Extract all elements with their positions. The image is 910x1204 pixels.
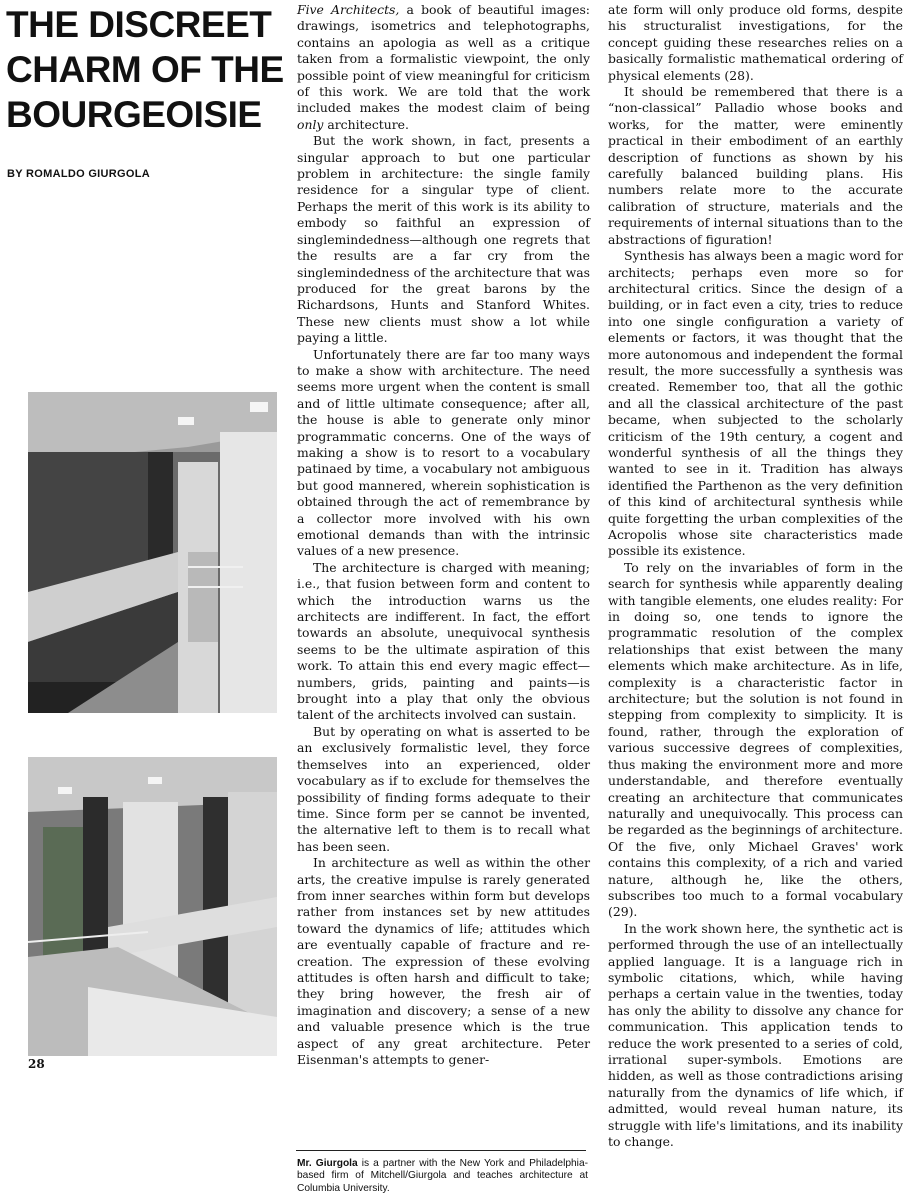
title-line-3: BOURGEOISIE <box>6 94 262 135</box>
interior-photo-2 <box>28 757 277 1056</box>
paragraph: To rely on the invariables of form in the search for synthesis while apparently dealing with tangible elements, one eludes reality: For in doing so, one tends to ignore the programmatic resolution of the complex relationships that exist between the many elements which make architecture. As in life, complexity is a characteristic factor in architecture; but the solution is not found in stepping from complexity to simplicity. It is found, rather, through the exploration of various successive degrees of complexities, thus making the environment more and more understandable, and therefore eventually creating an architecture that communicates naturally and unequivocally. This process can be regarded as the beginnings of architecture. Of the five, only Michael Graves' work contains this complexity, of a rich and varied nature, although he, like the others, subscribes too much to a formal vocabulary (29). <box>608 559 903 920</box>
paragraph: In the work shown here, the synthetic act is performed through the use of an intellectually applied language. It is a language rich in symbolic citations, which, while having perhaps a certain value in the twenties, today has only the ability to dissolve any chance for communication. This application tends to reduce the work presented to a series of cold, irrational super-symbols. Emotions are hidden, as well as those contradictions arising naturally from the dynamics of life which, if admitted, would reveal human nature, its struggle with life's limitations, and its inability to change. <box>608 920 903 1150</box>
paragraph: Synthesis has always been a magic word for architects; perhaps even more so for architectural critics. Since the design of a building, or in fact even a city, tries to reduce into one single configuration a variety of elements or factors, it was thought that the more autonomous and independent the formal result, the more successfully a synthesis was created. Remember too, that all the gothic and all the classical architecture of the past became, when subjected to the scholarly criticism of the 19th century, a cogent and wonderful synthesis of all the things they wanted to see in it. Tradition has always identified the Parthenon as the very definition of this kind of architectural synthesis while quite forgetting the urban complexities of the Acropolis whose site characteristics made possible its existence. <box>608 248 903 559</box>
footnote-divider <box>296 1150 586 1151</box>
page-number: 28 <box>28 1057 45 1071</box>
author-name: Mr. Giurgola <box>297 1158 358 1169</box>
paragraph: But the work shown, in fact, presents a singular approach to but one particular problem in architecture: the single family residence for a singular type of client. Perhaps the merit of this work is its ability to embody so faithful an expression of singlemindedness—although one regrets that the results are a far cry from the singlemindedness of the architecture that was produced for the great barons by the Richardsons, Hunts and Stanford Whites. These new clients must show a lot while paying a little. <box>297 133 590 346</box>
paragraph: In architecture as well as within the other arts, the creative impulse is rarely generated from inner searches within form but develops rather from instances set by new attitudes toward the dynamics of life; attitudes which are eventually capable of fracture and re-creation. The expression of these evolving attitudes is often harsh and difficult to take; they bring however, the fresh air of imagination and discovery; a sense of a new and valuable presence which is the true aspect of any great architecture. Peter Eisenman's attempts to gener- <box>297 855 590 1067</box>
byline: BY ROMALDO GIURGOLA <box>7 168 150 180</box>
paragraph: ate form will only produce old forms, despite his structuralist investigations, for the concept guiding these researches relies on a basically formalistic mathematical ordering of physical elements (28). <box>608 2 903 83</box>
title-line-1: THE DISCREET <box>6 4 272 45</box>
text-column-2 <box>297 2 590 1068</box>
article-title <box>6 2 284 137</box>
paragraph: The architecture is charged with meaning; i.e., that fusion between form and content to which the introduction warns us the architects are indifferent. In fact, the effort towards an absolute, unequivocal synthesis seems to be the ultimate aspiration of this work. To attain this end every magic effect—numbers, grids, painting and paints—is brought into a play that only the obvious talent of the architects involved can sustain. <box>297 559 590 723</box>
interior-photo-1 <box>28 392 277 713</box>
paragraph: Five Architects, a book of beautiful images: drawings, isometrics and telephotographs, contains an apologia as well as a critique taken from a formalistic viewpoint, the only possible point of view meaningful for criticism of this work. We are told that the work included makes the modest claim of being only architecture. <box>297 2 590 132</box>
paragraph: Unfortunately there are far too many ways to make a show with architecture. The need seems more urgent when the content is small and of little ultimate consequence; after all, the house is able to generate only minor programmatic concerns. One of the ways of making a show is to resort to a vocabulary patinaed by time, a vocabulary not ambiguous but good mannered, wherein sophistication is obtained through the act of remembrance by a collector more involved with his own emotional demands than with the intrinsic values of a new presence. <box>297 346 590 559</box>
book-title: Five Architects, <box>297 2 400 17</box>
paragraph: But by operating on what is asserted to be an exclusively formalistic level, they force themselves into an experienced, older vocabulary as if to exclude for themselves the possibility of finding forms adequate to their time. Since form per se cannot be invented, the alternative left to them is to recall what has been seen. <box>297 723 590 854</box>
text-column-3 <box>608 2 903 1150</box>
author-footnote: Mr. Giurgola is a partner with the New York and Philadelphia-based firm of Mitchell/Giurgola and teaches architecture at Columbia University. <box>297 1158 588 1194</box>
title-line-2: CHARM OF THE <box>6 49 284 90</box>
paragraph: It should be remembered that there is a “non-classical” Palladio whose books and works, for the matter, were eminently practical in their embodiment of an earthly description of functions as shown by his carefully balanced building plans. His numbers relate more to the accurate calibration of structure, materials and the requirements of internal situations than to the abstractions of figuration! <box>608 84 903 247</box>
